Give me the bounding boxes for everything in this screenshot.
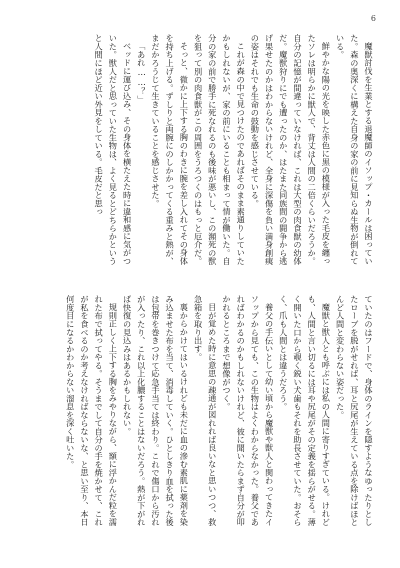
paragraph: 魔獣と獣人とも呼ぶには私の人間に寄りすぎている。けれども、人間と言い切るには耳や尻尾がその定義を揺らがせる。薄く開いた口から覗く鋭い犬歯もそれを助長させていた。おそらく、爪も人間とは違うだろう。 (278, 295, 332, 527)
paragraph: 鮮やかな陽の光を映した赤色に黒の模様が入った毛皮を纏ったソレは明らかに獣人で、背丈は人間の二倍くらいだろうか。自分の記憶が間違っていなければ、これは大型の肉食獣の幼体だ。魔獣狩りにでも遭ったのか、はたまた同族間の闘争から逃げ果せたのかはわからないけれど、全身に深傷を負い満身創痍の姿はそれでも生命の鼓動を感じさせている。 (250, 34, 332, 266)
page-number: 6 (370, 14, 376, 23)
paragraph: これが森の中で見つけたのであればそのまま素通りしていたかもしれないが、家の前にいることも相まって情が働いた。自分の家の前で勝手に死なれるのも後味が悪いし、この瀕死の獣を狙って別の肉食獣がこの周囲をうろつくのはもっと厄介だ。 (193, 34, 247, 266)
paragraph: 「あれ……？」 (136, 42, 147, 104)
paragraph: 規則正しく上下する胸をみやりながら、額に浮かんだ粒を濡れた布で拭ってやる。そうまでして自分の手を焼かせて、これが私を食べるのか考えなければならないな、と思い至り、本日何度目になるかわからない溜息を深く吐いた。 (65, 295, 119, 527)
paragraph: 魔獣討伐を生業とする退魔師のイソップ・カールは困っていた。森の奥深くに構えた自身の家の前に見知らぬ生物が倒れている。 (335, 34, 374, 266)
paragraph: ベッドに運び込み、その身体を横たえた時に違和感に気がついた。獣人だと思っていた生物は、よく見るとどちらかというと人間にほど近い外見をしている。毛皮だと思っ (94, 34, 133, 266)
paragraph: ていたのはフードで、身体のラインを隠すようなゆったりとしたローブを脱がせれば、耳と尻尾が生えている点を除けばほとんど人間と変わらない姿だった。 (335, 295, 374, 527)
paragraph: そっと、微かに上下する胸のわきに腕を差し入れてその身体を持ち上げる。ずしりと両腕にのしかかってくる重みと熱が、まだかろうじて生きていることを感じさせた。 (150, 34, 190, 266)
paragraph: 目が覚めた時に意思の疎通が図れれば良いなと思いつつ、救急箱を取り出す。 (193, 295, 218, 527)
paragraph: 裏からかけてはいるけれども未だに血の滲む素肌に薬剤を染み込ませた布を当て、消毒していく。ひとしきり血を拭った後は包帯を巻きつけて応急手当ては終わり。これで傷口から汚れが入ったり、これ以上化膿することはないだろう。熱が下がれば快復の見込みはあるかもしれない。 (122, 295, 190, 527)
text-block-bottom (20, 295, 376, 533)
paragraph: 養父の手伝いとして幼い頃から魔獣や獣人と関わってきたイソップから見ても、この生物はよくわからなかった。養父であればわかるのかもしれないけれど、彼に聞いたらまず自分が叩かれるところまで想像がつく。 (221, 295, 275, 527)
text-block-top (20, 34, 376, 272)
